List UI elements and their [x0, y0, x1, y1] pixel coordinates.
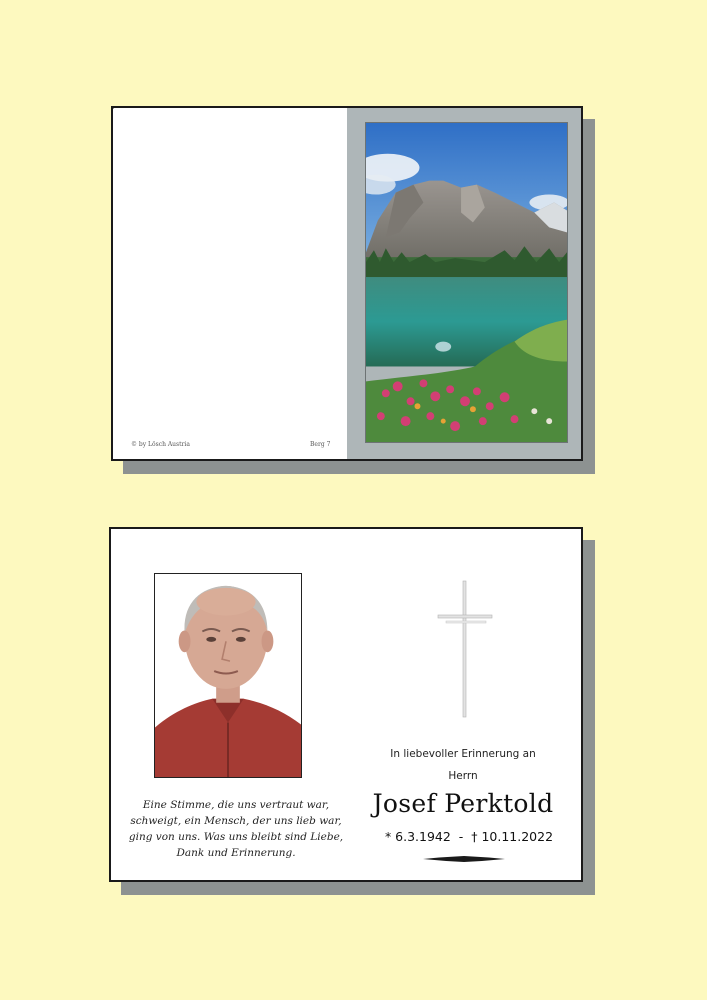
- front-card-back-panel: [113, 108, 347, 459]
- remembrance-line: In liebevoller Erinnerung an: [390, 748, 536, 760]
- life-dates: * 6.3.1942 - † 10.11.2022: [384, 829, 554, 844]
- death-date: † 10.11.2022: [471, 829, 554, 844]
- ornament-divider-icon: [423, 855, 505, 863]
- front-card: [111, 106, 583, 461]
- poem-line: Eine Stimme, die uns vertraut war,: [142, 799, 330, 811]
- poem-line: schweigt, ein Mensch, der uns lieb war,: [130, 815, 342, 827]
- honorific: Herrn: [448, 770, 478, 782]
- deceased-name: Josef Perktold: [372, 789, 554, 818]
- birth-date: * 6.3.1942: [384, 829, 451, 844]
- series-number: Berg 7: [310, 441, 331, 448]
- memorial-poem: [121, 797, 351, 861]
- poem-line: Dank und Erinnerung.: [176, 847, 296, 859]
- front-card-cover-panel: [347, 108, 581, 459]
- copyright-text: © by Lösch Austria: [131, 441, 190, 448]
- poem-line: ging von uns. Was uns bleibt sind Liebe,: [128, 831, 344, 843]
- mountain-lake-photo: [365, 122, 568, 443]
- dot-mark: [113, 108, 114, 109]
- cross-icon: [436, 579, 496, 719]
- portrait-photo: [154, 573, 302, 778]
- inside-card: [109, 527, 583, 882]
